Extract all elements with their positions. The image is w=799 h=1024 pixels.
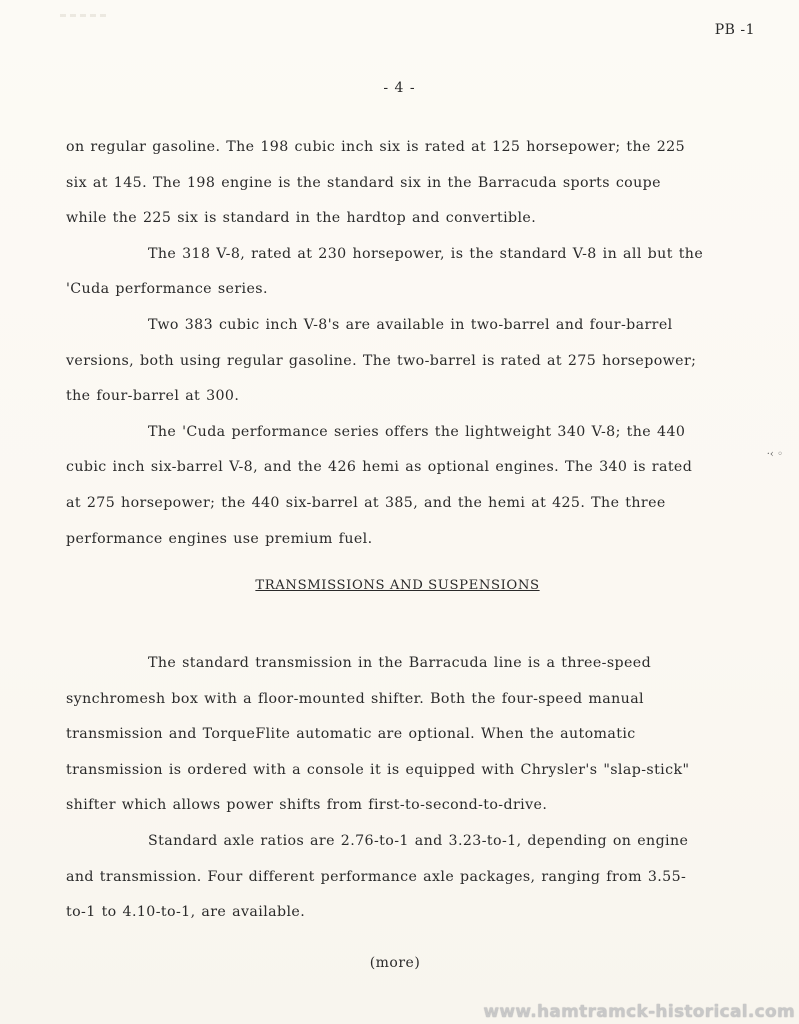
paragraph-318-v8: The 318 V-8, rated at 230 horsepower, is the standard V-8 in all but the 'Cuda performance series. <box>66 245 704 298</box>
paper-smudge <box>60 14 110 17</box>
page-number: - 4 - <box>383 80 416 96</box>
section-heading: TRANSMISSIONS AND SUSPENSIONS <box>255 578 540 593</box>
paragraph-axle-ratios: Standard axle ratios are 2.76-to-1 and 3.23-to-1, depending on engine and transmission. Four different performance axle packages, ranging from 3.55-to-1 to 4.10-to-1, are available. <box>66 832 689 921</box>
body-section-transmissions <box>66 646 706 931</box>
paragraph-six-cylinder: on regular gasoline. The 198 cubic inch six is rated at 125 horsepower; the 225 six at 145. The 198 engine is the standard six in the Barracuda sports coupe while the 225 six is standard in the hardtop and convertible. <box>66 139 686 227</box>
paragraph-transmission: The standard transmission in the Barracuda line is a three-speed synchromesh box with a floor-mounted shifter. Both the four-speed manual transmission and TorqueFlite automatic are optional. When the automatic transmission is ordered with a console it is equipped with Chrysler's "slap-stick" shifter which allows power shifts from first-to-second-to-drive. <box>66 655 690 814</box>
continuation-marker: (more) <box>369 955 421 971</box>
document-id: PB -1 <box>714 22 755 38</box>
paragraph-cuda-performance: The 'Cuda performance series offers the lightweight 340 V-8; the 440 cubic inch six-barrel V-8, and the 426 hemi as optional engines. The 340 is rated at 275 horsepower; the 440 six-barrel at 385, and the hemi at 425. The three performance engines use premium fuel. <box>66 423 693 547</box>
paragraph-383-v8: Two 383 cubic inch V-8's are available in two-barrel and four-barrel versions, both using regular gasoline. The two-barrel is rated at 275 horsepower; the four-barrel at 300. <box>66 316 697 405</box>
margin-mark: ·‹ ◦ <box>766 449 783 460</box>
watermark: www.hamtramck-historical.com <box>483 1002 795 1022</box>
body-section-engines <box>66 130 706 557</box>
